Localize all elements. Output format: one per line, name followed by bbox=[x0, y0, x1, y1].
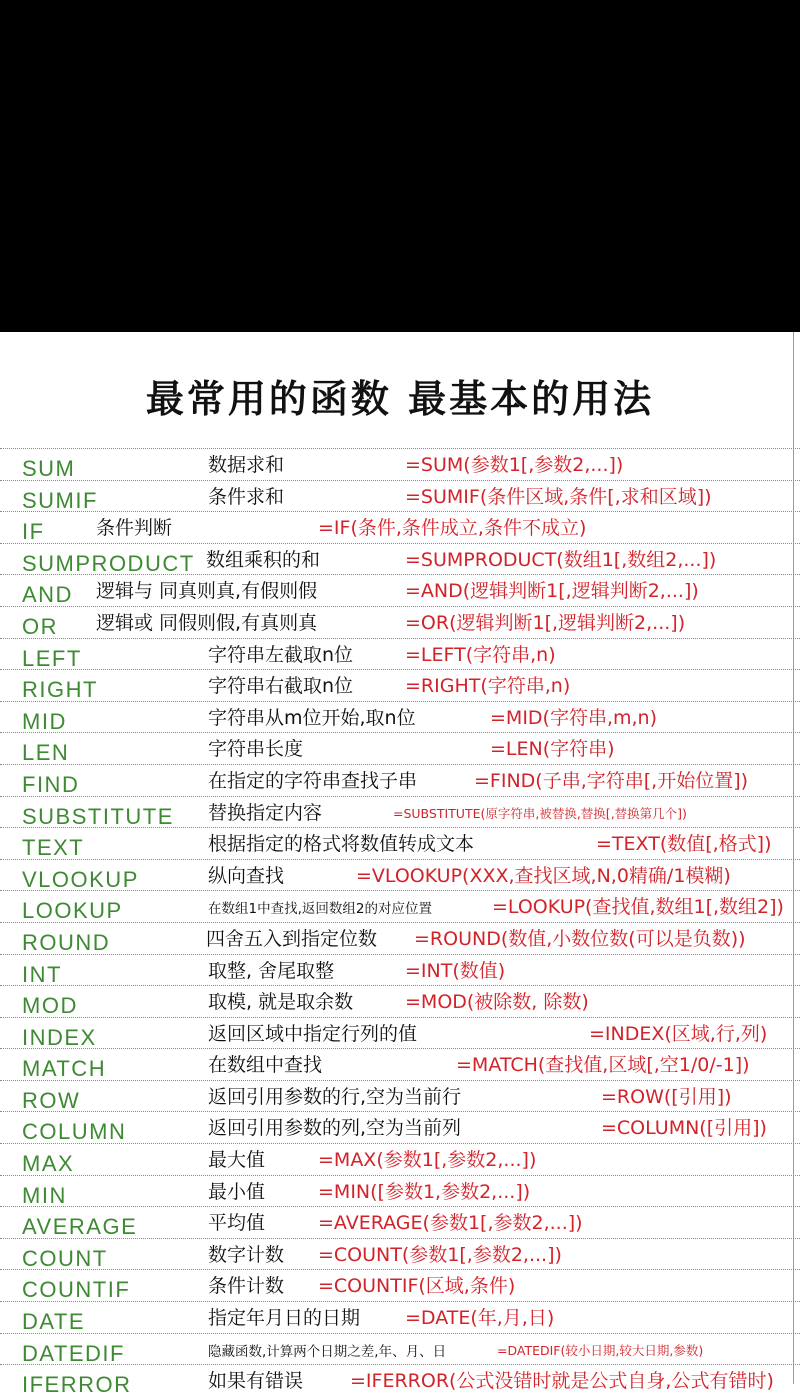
function-table bbox=[0, 448, 800, 1396]
function-name: SUMIF bbox=[22, 487, 98, 513]
table-row bbox=[0, 1111, 800, 1143]
function-name: MID bbox=[22, 708, 67, 734]
function-description: 如果有错误 bbox=[208, 1370, 304, 1393]
function-syntax: =MATCH(查找值,区域[,空1/0/-1]) bbox=[456, 1054, 750, 1077]
function-name: ROW bbox=[22, 1087, 81, 1113]
function-syntax: =DATEDIF(较小日期,较大日期,参数) bbox=[497, 1342, 704, 1358]
function-description: 字符串从m位开始,取n位 bbox=[208, 706, 416, 729]
function-name: AVERAGE bbox=[22, 1214, 138, 1240]
function-syntax: =COLUMN([引用]) bbox=[601, 1117, 767, 1140]
function-description: 数组乘积的和 bbox=[206, 548, 321, 571]
function-syntax: =COUNT(参数1[,参数2,...]) bbox=[318, 1243, 562, 1266]
function-syntax: =MOD(被除数, 除数) bbox=[405, 991, 589, 1014]
table-row bbox=[0, 1333, 800, 1365]
function-name: MIN bbox=[22, 1182, 67, 1208]
function-name: COUNTIF bbox=[22, 1277, 131, 1303]
table-row bbox=[0, 574, 800, 606]
function-name: TEXT bbox=[22, 835, 85, 861]
function-syntax: =COUNTIF(区域,条件) bbox=[318, 1275, 516, 1298]
function-syntax: =TEXT(数值[,格式]) bbox=[596, 833, 772, 856]
table-row bbox=[0, 732, 800, 764]
function-name: AND bbox=[22, 582, 73, 608]
function-description: 数据求和 bbox=[208, 454, 285, 476]
function-name: MOD bbox=[22, 993, 78, 1019]
function-description: 返回引用参数的行,空为当前行 bbox=[208, 1085, 462, 1108]
table-row bbox=[0, 669, 800, 701]
function-description: 返回引用参数的列,空为当前列 bbox=[208, 1117, 462, 1140]
function-description: 在数组1中查找,返回数组2的对应位置 bbox=[208, 901, 432, 918]
function-description: 四舍五入到指定位数 bbox=[206, 927, 378, 950]
table-row bbox=[0, 1017, 800, 1049]
table-row bbox=[0, 448, 800, 480]
function-description: 字符串长度 bbox=[208, 738, 304, 761]
function-name: LEN bbox=[22, 740, 70, 766]
function-name: LEFT bbox=[22, 645, 82, 671]
function-name: INT bbox=[22, 961, 62, 987]
function-description: 替换指定内容 bbox=[208, 801, 323, 824]
function-description: 在数组中查找 bbox=[208, 1054, 323, 1077]
function-syntax: =ROW([引用]) bbox=[601, 1085, 732, 1108]
table-row bbox=[0, 1048, 800, 1080]
function-description: 逻辑或 同假则假,有真则真 bbox=[96, 611, 318, 634]
function-syntax: =MID(字符串,m,n) bbox=[490, 706, 658, 729]
black-header-band bbox=[0, 0, 800, 332]
function-syntax: =AND(逻辑判断1[,逻辑判断2,...]) bbox=[405, 580, 699, 603]
function-name: VLOOKUP bbox=[22, 866, 139, 892]
function-syntax: =INDEX(区域,行,列) bbox=[589, 1022, 768, 1045]
function-name: COUNT bbox=[22, 1245, 108, 1271]
table-row bbox=[0, 890, 800, 922]
function-syntax: =MIN([参数1,参数2,...]) bbox=[318, 1180, 531, 1203]
function-syntax: =RIGHT(字符串,n) bbox=[405, 675, 571, 698]
table-row bbox=[0, 1080, 800, 1112]
function-syntax: =SUBSTITUTE(原字符串,被替换,替换[,替换第几个]) bbox=[393, 805, 687, 821]
function-name: IF bbox=[22, 519, 45, 545]
function-syntax: =IF(条件,条件成立,条件不成立) bbox=[318, 517, 587, 540]
table-row bbox=[0, 922, 800, 954]
function-name: FIND bbox=[22, 771, 80, 797]
function-description: 指定年月日的日期 bbox=[208, 1307, 361, 1330]
function-syntax: =LEFT(字符串,n) bbox=[405, 643, 556, 666]
function-syntax: =SUM(参数1[,参数2,...]) bbox=[405, 454, 624, 476]
function-description: 数字计数 bbox=[208, 1243, 285, 1266]
table-row bbox=[0, 1238, 800, 1270]
function-description: 条件求和 bbox=[208, 485, 285, 508]
function-name: INDEX bbox=[22, 1024, 97, 1050]
function-description: 条件计数 bbox=[208, 1275, 285, 1298]
function-name: DATE bbox=[22, 1309, 86, 1335]
table-row bbox=[0, 638, 800, 670]
function-name: COLUMN bbox=[22, 1119, 127, 1145]
function-syntax: =INT(数值) bbox=[405, 959, 506, 982]
table-row bbox=[0, 827, 800, 859]
table-row bbox=[0, 1175, 800, 1207]
table-row bbox=[0, 1364, 800, 1396]
function-name: SUM bbox=[22, 456, 76, 481]
function-syntax: =LOOKUP(查找值,数组1[,数组2]) bbox=[492, 896, 784, 919]
function-description: 条件判断 bbox=[96, 517, 173, 540]
function-syntax: =OR(逻辑判断1[,逻辑判断2,...]) bbox=[405, 611, 686, 634]
function-description: 在指定的字符串查找子串 bbox=[208, 769, 418, 792]
function-syntax: =VLOOKUP(XXX,查找区域,N,0精确/1模糊) bbox=[356, 864, 731, 887]
function-syntax: =SUMIF(条件区域,条件[,求和区域]) bbox=[405, 485, 712, 508]
function-syntax: =IFERROR(公式没错时就是公式自身,公式有错时) bbox=[350, 1370, 774, 1393]
table-row bbox=[0, 1269, 800, 1301]
function-description: 根据指定的格式将数值转成文本 bbox=[208, 833, 475, 856]
function-description: 最小值 bbox=[208, 1180, 266, 1203]
function-name: SUBSTITUTE bbox=[22, 803, 174, 829]
table-row bbox=[0, 1301, 800, 1333]
table-row bbox=[0, 1206, 800, 1238]
function-syntax: =FIND(子串,字符串[,开始位置]) bbox=[474, 769, 749, 792]
function-description: 纵向查找 bbox=[208, 864, 285, 887]
function-description: 返回区域中指定行列的值 bbox=[208, 1022, 418, 1045]
function-name: MATCH bbox=[22, 1056, 107, 1082]
table-row bbox=[0, 606, 800, 638]
function-name: OR bbox=[22, 613, 58, 639]
function-description: 取整, 舍尾取整 bbox=[208, 959, 335, 982]
table-row bbox=[0, 480, 800, 512]
function-syntax: =AVERAGE(参数1[,参数2,...]) bbox=[318, 1212, 583, 1235]
function-syntax: =ROUND(数值,小数位数(可以是负数)) bbox=[414, 927, 746, 950]
function-name: ROUND bbox=[22, 929, 111, 955]
table-row bbox=[0, 1143, 800, 1175]
function-name: MAX bbox=[22, 1151, 75, 1177]
page-title: 最常用的函数 最基本的用法 bbox=[145, 376, 655, 421]
function-syntax: =MAX(参数1[,参数2,...]) bbox=[318, 1149, 537, 1172]
function-description: 取模, 就是取余数 bbox=[208, 991, 354, 1014]
function-description: 平均值 bbox=[208, 1212, 266, 1235]
function-name: RIGHT bbox=[22, 677, 98, 703]
function-description: 字符串左截取n位 bbox=[208, 643, 354, 666]
table-row bbox=[0, 543, 800, 575]
function-description: 隐藏函数,计算两个日期之差,年、月、日 bbox=[208, 1343, 447, 1360]
table-row bbox=[0, 985, 800, 1017]
table-row bbox=[0, 954, 800, 986]
function-syntax: =DATE(年,月,日) bbox=[405, 1307, 555, 1330]
function-description: 最大值 bbox=[208, 1149, 266, 1172]
function-syntax: =SUMPRODUCT(数组1[,数组2,...]) bbox=[405, 548, 717, 571]
table-row bbox=[0, 511, 800, 543]
table-row bbox=[0, 764, 800, 796]
table-row bbox=[0, 859, 800, 891]
function-name: SUMPRODUCT bbox=[22, 550, 195, 576]
function-name: IFERROR bbox=[22, 1372, 132, 1398]
function-name: LOOKUP bbox=[22, 898, 123, 924]
table-row bbox=[0, 701, 800, 733]
table-row bbox=[0, 796, 800, 828]
function-name: DATEDIF bbox=[22, 1340, 125, 1366]
function-description: 字符串右截取n位 bbox=[208, 675, 354, 698]
function-description: 逻辑与 同真则真,有假则假 bbox=[96, 580, 318, 603]
function-syntax: =LEN(字符串) bbox=[490, 738, 615, 761]
